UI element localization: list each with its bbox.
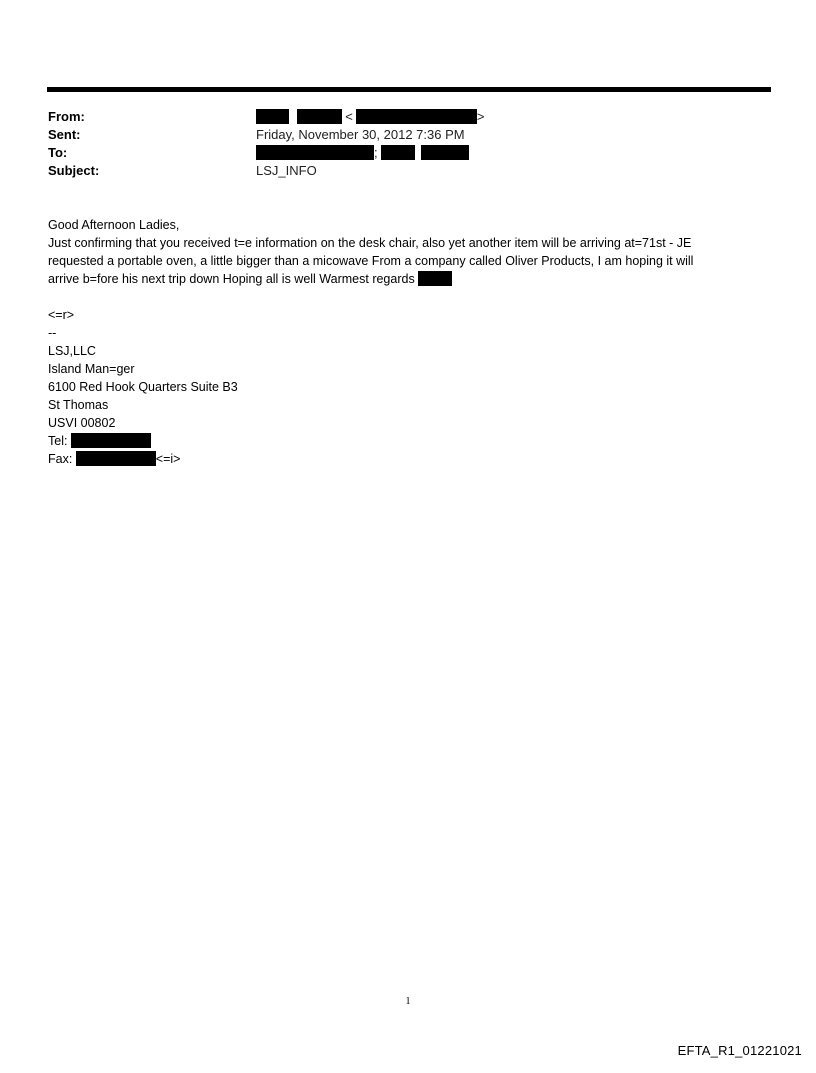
sent-label: Sent: [48,127,81,142]
sent-value: Friday, November 30, 2012 7:36 PM [256,127,465,142]
greeting: Good Afternoon Ladies, [48,218,180,232]
redaction-block [381,145,415,160]
signature-tel [48,432,768,450]
redaction-block [421,145,469,160]
to-label: To: [48,145,68,160]
redaction-block [256,109,289,124]
tel-label: Tel: [48,434,68,448]
signature-address: 6100 Red Hook Quarters Suite B3 [48,380,238,394]
redaction-block [76,451,156,466]
to-sep: ; [374,145,378,160]
redaction-block [356,109,477,124]
document-id: EFTA_R1_01221021 [677,1043,802,1058]
signature-fax [48,450,768,468]
from-lt: < [345,109,353,124]
signature-title: Island Man=ger [48,362,135,376]
from-value [256,108,484,126]
redaction-block [256,145,374,160]
page-number: 1 [405,996,411,1007]
to-value [256,144,469,162]
redaction-block [418,271,452,286]
body-line-3 [48,270,768,288]
header-divider [47,87,771,92]
subject-label: Subject: [48,163,100,178]
fax-label: Fax: [48,452,73,466]
body-line-2: requested a portable oven, a little bigger than a micowave From a company called Oliver Products, I am hoping it will [48,254,694,268]
signature-company: LSJ,LLC [48,344,96,358]
signature-city: St Thomas [48,398,109,412]
subject-value: LSJ_INFO [256,163,317,178]
redaction-block [71,433,151,448]
signature-zip: USVI 00802 [48,416,116,430]
body-line-1: Just confirming that you received t=e information on the desk chair, also yet another item will be arriving at=71st - JE [48,236,692,250]
email-body [48,216,768,468]
body-line-3-text: arrive b=fore his next trip down Hoping all is well Warmest regards [48,272,415,286]
redaction-block [297,109,342,124]
from-label: From: [48,109,85,124]
spacer [48,288,768,306]
signature-r-tag: <=r> [48,308,75,322]
signature-dashes: -- [48,326,57,340]
from-gt: > [476,109,485,124]
i-tag: <=i> [155,452,181,466]
